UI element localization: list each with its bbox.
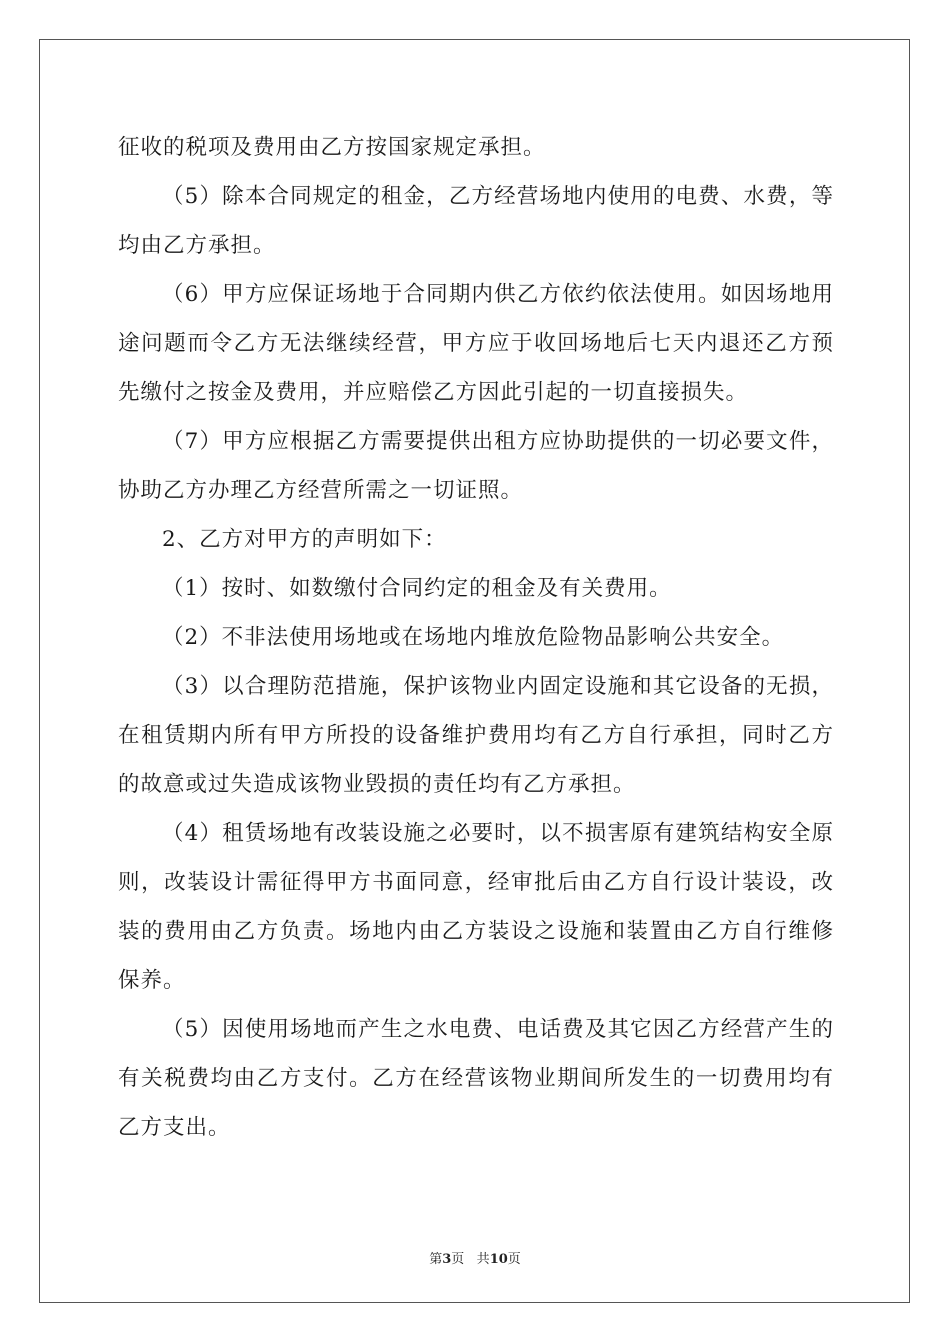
paragraph: 征收的税项及费用由乙方按国家规定承担。 — [118, 135, 546, 160]
total-pages: 10 — [489, 1252, 508, 1267]
page-number: 3 — [442, 1252, 452, 1267]
document-body — [118, 123, 834, 1152]
page-prefix: 第 — [429, 1252, 443, 1267]
paragraph: 2、乙方对甲方的声明如下： — [162, 527, 447, 552]
paragraph: （4）租赁场地有改装设施之必要时，以不损害原有建筑结构安全原则，改装设计需征得甲方书面同意，经审批后由乙方自行设计装设，改装的费用由乙方负责。场地内由乙方装设之设施和装置由乙方自行维修保养。 — [118, 821, 834, 993]
paragraph: （3）以合理防范措施，保护该物业内固定设施和其它设备的无损，在租赁期内所有甲方所投的设备维护费用均有乙方自行承担，同时乙方的故意或过失造成该物业毁损的责任均有乙方承担。 — [118, 674, 834, 797]
paragraph: （5）因使用场地而产生之水电费、电话费及其它因乙方经营产生的有关税费均由乙方支付。乙方在经营该物业期间所发生的一切费用均有乙方支出。 — [118, 1017, 834, 1140]
paragraph: （1）按时、如数缴付合同约定的租金及有关费用。 — [162, 576, 672, 601]
page-suffix: 页 — [451, 1252, 465, 1267]
page-footer — [0, 1248, 950, 1267]
total-prefix: 共 — [476, 1252, 490, 1267]
paragraph: （5）除本合同规定的租金，乙方经营场地内使用的电费、水费，等均由乙方承担。 — [118, 184, 834, 258]
paragraph: （6）甲方应保证场地于合同期内供乙方依约依法使用。如因场地用途问题而令乙方无法继续经营，甲方应于收回场地后七天内退还乙方预先缴付之按金及费用，并应赔偿乙方因此引起的一切直接损失。 — [118, 282, 834, 405]
paragraph: （2）不非法使用场地或在场地内堆放危险物品影响公共安全。 — [162, 625, 785, 650]
paragraph: （7）甲方应根据乙方需要提供出租方应协助提供的一切必要文件，协助乙方办理乙方经营所需之一切证照。 — [118, 429, 834, 503]
total-suffix: 页 — [507, 1252, 521, 1267]
